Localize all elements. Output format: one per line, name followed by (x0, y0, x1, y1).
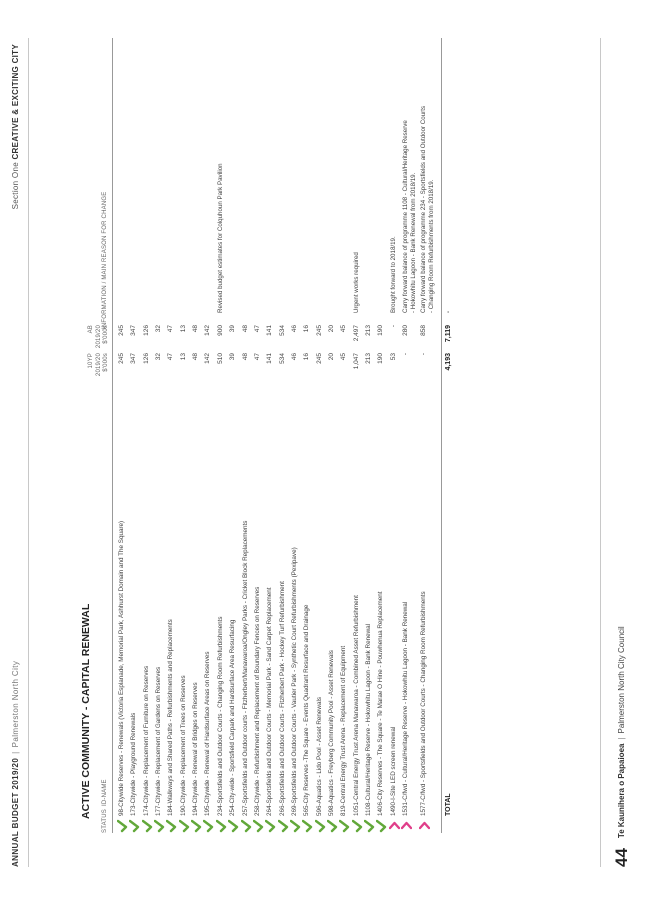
row-ab-value: 245 (315, 325, 323, 336)
row-ltp-value: 510 (216, 353, 224, 364)
row-ab-value: - (389, 325, 397, 328)
row-info-line: Carry forward balance of programme 234 - Sportsfields and Outdoor Courts (420, 105, 428, 313)
table-row (191, 353, 202, 833)
row-ab-value: 48 (192, 325, 200, 333)
row-ab-value: 13 (179, 325, 187, 333)
row-ltp-value: 46 (290, 353, 298, 361)
row-id-name: 264-Sportsfields and Outdoor Courts - Memorial Park - Sand Carpet Replacement (266, 587, 274, 816)
table-row (241, 353, 252, 833)
row-ab-value: 213 (365, 325, 372, 336)
row-id-name: 266-Sportsfields and Outdoor Courts - Fitzherbert Park - Hockey Turf Refurbishment (278, 581, 286, 816)
table-row (290, 353, 301, 833)
check-status-icon (302, 819, 313, 833)
row-ab-value: 48 (241, 325, 249, 333)
row-info (390, 236, 398, 313)
row-info-line: - Hokowhitu Lagoon - Bank Renewal from 2018/19. (410, 172, 418, 313)
council-name: Palmerston North City Council (617, 626, 626, 734)
row-ltp-value: 245 (315, 353, 323, 364)
total-label: TOTAL (444, 793, 452, 816)
row-id-name: 184-Walkways and Shared Paths - Refurbishments and Replacements (167, 619, 175, 816)
table-row (117, 353, 128, 833)
row-ab-value: 141 (266, 325, 274, 336)
table-row (265, 353, 276, 833)
row-id-name: 254-City-wide - Sportsfield Carpark and Hardsurface Area Resurfacing (229, 619, 237, 816)
council-maori-name: Te Kaunihera o Papaioea (617, 743, 626, 839)
row-ab-value: 858 (420, 325, 428, 336)
check-status-icon (327, 819, 338, 833)
col-ab-unit: $'000s (103, 325, 109, 344)
table-row (166, 353, 177, 833)
row-ltp-value: 347 (130, 353, 138, 364)
row-ltp-value: 39 (229, 353, 237, 361)
row-id-name: 195-Citywide - Renewal of Hardsurface Areas on Reserves (204, 651, 212, 816)
row-info (217, 163, 225, 313)
divider: | (11, 751, 20, 754)
row-id-name: 174-Citywide - Replacement of Furniture on Reserves (142, 665, 150, 816)
row-ltp-value: 48 (192, 353, 200, 361)
row-ab-value: 534 (278, 325, 286, 336)
page-footer (612, 626, 632, 867)
row-ab-value: 39 (229, 325, 237, 333)
row-info (420, 106, 436, 313)
col-ltp-label: 10YP (88, 353, 94, 369)
table-head-rule (112, 38, 113, 833)
row-info (353, 252, 361, 313)
row-id-name: 190-Citywide - Replacement of Trees on Reserves (179, 675, 187, 816)
row-ab-value: 126 (142, 325, 150, 336)
row-ltp-value: - (402, 353, 410, 356)
row-id-name: 194-Citywide - Renewal of Bridges on Reserves (192, 682, 200, 816)
check-status-icon (142, 819, 153, 833)
col-ltp-year: 2019/20 (95, 353, 102, 377)
row-ltp-value: 142 (204, 353, 212, 364)
table-row (389, 353, 400, 833)
col-ltp-unit: $'000s (103, 353, 109, 372)
row-info-line: Revised budget estimates for Colquhoun Park Pavilion (216, 163, 224, 313)
row-ab-value: 46 (290, 325, 298, 333)
col-status-header: STATUS (102, 809, 108, 833)
row-id-name: 565-City Reserves -The Square - Events Quadrant Resurface and Drainage (303, 604, 311, 816)
table-row (315, 353, 326, 833)
table-row (364, 353, 375, 833)
row-ltp-value: 245 (118, 353, 125, 364)
row-ltp-value: 141 (266, 353, 274, 364)
row-id-name: 1051-Central Energy Trust Arena Manawaroa - Combined Asset Refurbishment (352, 595, 360, 816)
check-status-icon (376, 819, 387, 833)
row-ab-value: 900 (216, 325, 224, 336)
table-row (154, 353, 165, 833)
row-id-name: 819-Central Energy Trust Arena - Replacement of Equipment (340, 645, 348, 816)
check-status-icon (339, 819, 350, 833)
check-status-icon (278, 819, 289, 833)
row-ltp-value: 1,047 (352, 353, 360, 370)
check-status-icon (253, 819, 264, 833)
row-ltp-value: 534 (278, 353, 286, 364)
row-ab-value: 32 (155, 325, 163, 333)
row-id-name: 257-Sportsfields and Outdoor courts - Fitzherbert/Manawaroa/Ongley Parks - Cricket Block Replacements (241, 520, 249, 816)
total-rule (441, 38, 442, 833)
table-row (129, 353, 140, 833)
row-id-name: 1577-C/fwd - Sportsfields and Outdoor Courts - Changing Room Refurbishments (420, 591, 428, 816)
table-title: ACTIVE COMMUNITY - CAPITAL RENEWAL (80, 603, 92, 819)
change-status-icon (401, 819, 412, 833)
row-ltp-value: 16 (303, 353, 311, 361)
table-row (401, 353, 412, 833)
row-ab-value: 142 (204, 325, 212, 336)
row-ltp-value: 20 (327, 353, 335, 361)
check-status-icon (265, 819, 276, 833)
row-ab-value: 2,497 (352, 325, 360, 342)
row-info-line: - Changing Room Refurbishments from 2018/19. (428, 179, 436, 313)
row-ltp-value: 48 (241, 353, 249, 361)
table-row (352, 353, 363, 833)
row-id-name: 234-Sportsfields and Outdoor Courts - Changing Room Refurbishments (216, 616, 224, 816)
row-id-name: 1108-Cultural/Heritage Reserve - Hokowhitu Lagoon - Bank Renewal (365, 623, 372, 816)
row-ltp-value: 47 (253, 353, 261, 361)
row-info (402, 120, 418, 313)
row-ltp-value: 13 (179, 353, 187, 361)
row-ltp-value: 190 (377, 353, 385, 364)
row-id-name: 177-Citywide - Replacement of Gardens on Reserves (155, 666, 163, 816)
row-ab-value: 47 (167, 325, 175, 333)
total-ab-value: 7,119 (444, 325, 452, 343)
check-status-icon (191, 819, 202, 833)
row-ab-value: 20 (327, 325, 335, 333)
check-status-icon (352, 819, 363, 833)
row-info-line: Carry forward balance of programme 1108 - Cultural/Heritage Reserve (402, 120, 410, 313)
table-row (253, 353, 264, 833)
row-ab-value: 16 (303, 325, 311, 333)
row-ab-value: 245 (118, 325, 125, 336)
header-rule (28, 38, 29, 867)
row-ltp-value: 126 (142, 353, 150, 364)
check-status-icon (117, 819, 128, 833)
row-id-name: 269-Sportsfields and Outdoor Courts - Vautier Park - Synthetic Court Refurbishments (Pexipave) (290, 547, 298, 816)
table-row (203, 353, 214, 833)
row-id-name: 173-Citywide - Playground Renewals (130, 712, 138, 816)
check-status-icon (216, 819, 227, 833)
table-row (339, 353, 350, 833)
row-id-name: 1531-C/fwd - Cultural/Heritage Reserve - Hokowhitu Lagoon - Bank Renewal (402, 601, 410, 816)
row-ab-value: 190 (377, 325, 385, 336)
table-row (228, 353, 239, 833)
row-id-name: 598-Aquatics - Freyberg Community Pool - Asset Renewals (327, 650, 335, 816)
row-id-name: 98-Citywide Reserves - Renewals (Victoria Esplanade, Memorial Park, Ashhurst Domain and The Square) (118, 520, 125, 816)
row-ltp-value: 53 (389, 353, 397, 361)
col-info-header: INFORMATION / MAIN REASON FOR CHANGE (102, 191, 108, 329)
row-ltp-value: 213 (365, 353, 372, 364)
check-status-icon (364, 819, 375, 833)
city-name: Palmerston North City (11, 660, 20, 748)
check-status-icon (179, 819, 190, 833)
table-row (179, 353, 190, 833)
row-ab-value: 47 (253, 325, 261, 333)
total-info: - (444, 310, 452, 313)
change-status-icon (389, 819, 400, 833)
divider: | (617, 737, 626, 740)
change-status-icon (419, 819, 430, 833)
table-row (216, 353, 227, 833)
check-status-icon (290, 819, 301, 833)
table-row (302, 353, 313, 833)
check-status-icon (154, 819, 165, 833)
row-id-name: 258-Citywide - Refurbishment and Replacement of Boundary Fences on Reserves (253, 586, 261, 816)
col-ab-label: AB (88, 325, 94, 334)
section-header (11, 44, 20, 209)
row-ltp-value: 45 (340, 353, 348, 361)
row-ab-value: 45 (340, 325, 348, 333)
table-row (419, 353, 430, 833)
total-ltp-value: 4,193 (444, 353, 452, 371)
row-ab-value: 347 (130, 325, 138, 336)
check-status-icon (166, 819, 177, 833)
table-row (142, 353, 153, 833)
row-id-name: 1406-City Reserves - The Square - Te Marae O Hine - Pouwhenua Replacement (377, 591, 385, 816)
check-status-icon (241, 819, 252, 833)
table-row (376, 353, 387, 833)
table-row (327, 353, 338, 833)
row-info-line: Urgent works required (352, 252, 360, 313)
check-status-icon (315, 819, 326, 833)
col-ltp-header (88, 353, 111, 383)
row-ab-value: 280 (402, 325, 410, 336)
table-row (278, 353, 289, 833)
col-ab-year: 2019/20 (95, 325, 102, 349)
section-label: Section One (11, 162, 20, 210)
check-status-icon (203, 819, 214, 833)
footer-rule (600, 38, 601, 867)
check-status-icon (228, 819, 239, 833)
page-header (11, 661, 20, 867)
budget-title: ANNUAL BUDGET 2019/20 (11, 757, 20, 867)
row-id-name: 596-Aquatics - Lido Pool - Asset Renewals (315, 696, 323, 816)
row-ltp-value: 47 (167, 353, 175, 361)
section-title: CREATIVE & EXCITING CITY (11, 44, 20, 160)
row-ltp-value: - (420, 353, 428, 356)
row-info-line: Brought forward to 2018/19. (389, 236, 397, 313)
check-status-icon (129, 819, 140, 833)
col-id-header: ID-NAME (102, 779, 108, 806)
row-ltp-value: 32 (155, 353, 163, 361)
page-number: 44 (612, 848, 631, 867)
row-id-name: 1490-I-Site LED screen renewal (389, 726, 397, 816)
